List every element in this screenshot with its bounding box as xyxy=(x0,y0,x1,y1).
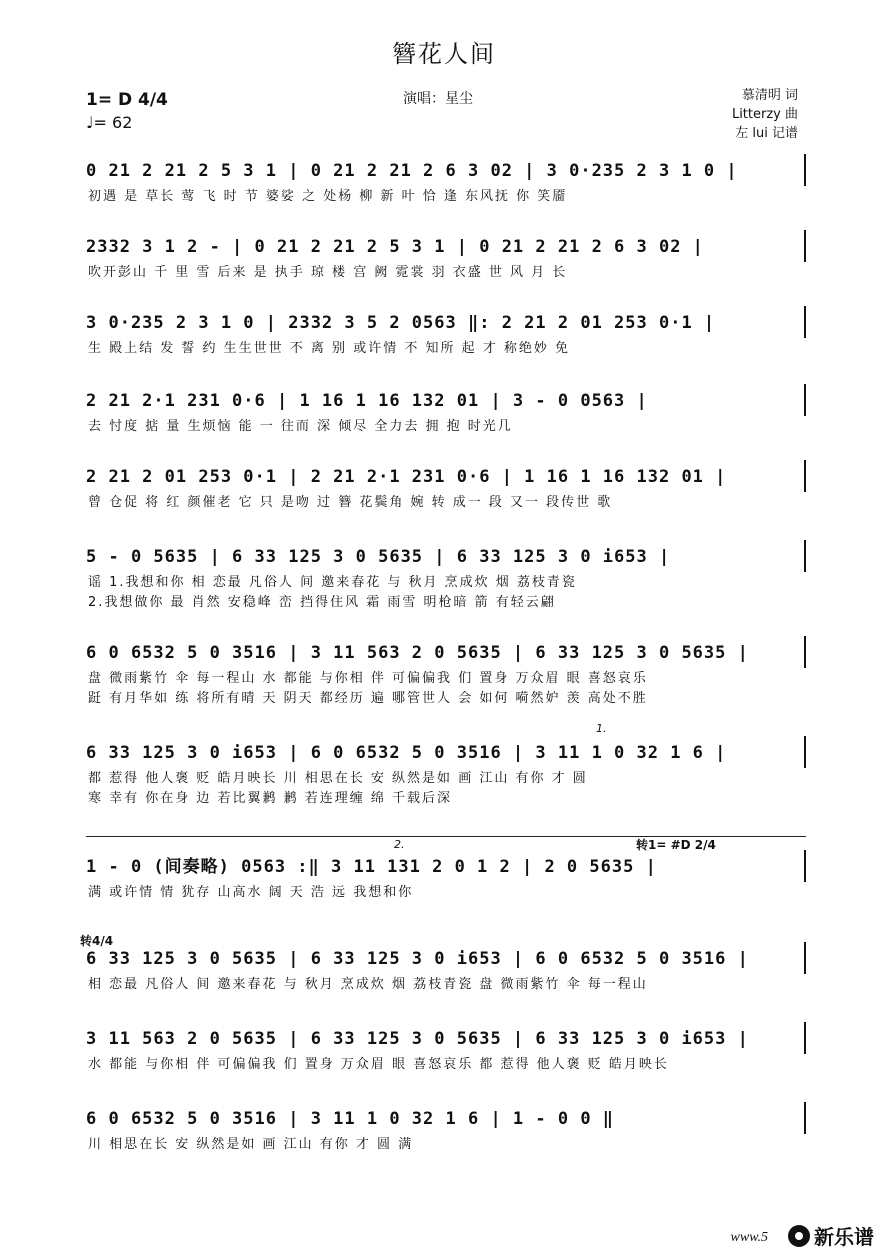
composer-credit: Litterzy 曲 xyxy=(731,107,798,122)
footer-url: www.5 xyxy=(730,1230,768,1245)
notation-line: 3 11 563 2 0 5635 | 6 33 125 3 0 5635 | 6 33 125 3 0 i653 | xyxy=(86,1029,749,1049)
volta-2-label: 2. xyxy=(394,838,405,851)
lyric-line: 去 忖度 掂 量 生烦恼 能 一 往而 深 倾尽 全力去 拥 抱 时光几 xyxy=(88,419,513,434)
notation-line: 3 0·235 2 3 1 0 | 2332 3 5 2 0563 ‖: 2 21 2 01 253 0·1 | xyxy=(86,313,716,333)
lyric-line: 2.我想做你 最 肖然 安稳峰 峦 挡得住风 霜 雨雪 明枪暗 箭 有轻云翩 xyxy=(88,595,556,610)
barline xyxy=(804,1102,806,1134)
modulation-mark-2: 转4/4 xyxy=(80,934,114,948)
notation-line: 2 21 2 01 253 0·1 | 2 21 2·1 231 0·6 | 1 16 1 16 132 01 | xyxy=(86,467,727,487)
lyric-line: 相 恋最 凡俗人 间 邀来春花 与 秋月 烹成炊 烟 荔枝青瓷 盘 微雨紫竹 伞 每一程山 xyxy=(88,977,648,992)
barline xyxy=(804,736,806,768)
barline xyxy=(804,154,806,186)
lyric-line: 吹开彭山 千 里 雪 后来 是 执手 琼 楼 宫 阙 霓裳 羽 衣盛 世 风 月 长 xyxy=(88,265,568,280)
barline xyxy=(804,942,806,974)
notation-line: 2 21 2·1 231 0·6 | 1 16 1 16 132 01 | 3 - 0 0563 | xyxy=(86,391,648,411)
lyric-line: 都 惹得 他人褒 贬 皓月映长 川 相思在长 安 纵然是如 画 江山 有你 才 圆 xyxy=(88,771,588,786)
song-title: 簪花人间 xyxy=(392,40,496,68)
notation-line: 1 - 0 (间奏略) 0563 :‖ 3 11 131 2 0 1 2 | 2 0 5635 | xyxy=(86,857,657,877)
site-logo xyxy=(788,1221,874,1250)
lyric-line: 跹 有月华如 练 将所有晴 天 阴天 都经历 遍 哪管世人 会 如何 嗬然妒 羡 高处不胜 xyxy=(88,691,648,706)
barline xyxy=(804,384,806,416)
modulation-mark-1: 转1= #D 2/4 xyxy=(636,838,716,852)
barline xyxy=(804,460,806,492)
singer-credit: 演唱：星尘 xyxy=(403,91,473,107)
lyric-line: 水 都能 与你相 伴 可偏偏我 们 置身 万众眉 眼 喜怒哀乐 都 惹得 他人褒 贬 皓月映长 xyxy=(88,1057,669,1072)
disc-icon xyxy=(788,1225,810,1247)
key-signature: 1= D 4/4 xyxy=(86,90,168,110)
barline xyxy=(804,1022,806,1054)
notation-line: 2332 3 1 2 - | 0 21 2 21 2 5 3 1 | 0 21 2 21 2 6 3 02 | xyxy=(86,237,704,257)
lyric-line: 生 殿上结 发 誓 约 生生世世 不 离 别 或许情 不 知所 起 才 称绝妙 免 xyxy=(88,341,570,356)
tempo-marking: ♩= 62 xyxy=(86,113,133,132)
volta-1-label: 1. xyxy=(596,722,607,735)
lyric-line: 川 相思在长 安 纵然是如 画 江山 有你 才 圆 满 xyxy=(88,1137,414,1152)
notation-line: 6 0 6532 5 0 3516 | 3 11 1 0 32 1 6 | 1 - 0 0 ‖ xyxy=(86,1109,615,1129)
notation-line: 5 - 0 5635 | 6 33 125 3 0 5635 | 6 33 125 3 0 i653 | xyxy=(86,547,671,567)
lyric-line: 满 或许情 情 犹存 山高水 阔 天 浩 远 我想和你 xyxy=(88,885,414,900)
lyric-line: 盘 微雨紫竹 伞 每一程山 水 都能 与你相 伴 可偏偏我 们 置身 万众眉 眼 喜怒哀乐 xyxy=(88,671,648,686)
lyric-line: 寒 幸有 你在身 边 若比翼鹣 鹣 若连理缠 绵 千载后深 xyxy=(88,791,453,806)
lyricist-credit: 慕清明 词 xyxy=(741,88,798,103)
notation-line: 6 33 125 3 0 5635 | 6 33 125 3 0 i653 | 6 0 6532 5 0 3516 | xyxy=(86,949,749,969)
lyric-line: 初遇 是 草长 莺 飞 时 节 婆娑 之 处杨 柳 新 叶 恰 逢 东风抚 你 笑靥 xyxy=(88,189,568,204)
notation-line: 0 21 2 21 2 5 3 1 | 0 21 2 21 2 6 3 02 | 3 0·235 2 3 1 0 | xyxy=(86,161,738,181)
barline xyxy=(804,850,806,882)
barline xyxy=(804,306,806,338)
notation-line: 6 0 6532 5 0 3516 | 3 11 563 2 0 5635 | 6 33 125 3 0 5635 | xyxy=(86,643,749,663)
transcriber-credit: 左 lui 记谱 xyxy=(735,126,798,141)
barline xyxy=(804,230,806,262)
notation-line: 6 33 125 3 0 i653 | 6 0 6532 5 0 3516 | 3 11 1 0 32 1 6 | xyxy=(86,743,727,763)
logo-text: 新乐谱 xyxy=(814,1225,874,1249)
barline xyxy=(804,540,806,572)
lyric-line: 曾 仓促 将 红 颜催老 它 只 是吻 过 簪 花鬓角 婉 转 成一 段 又一 段传世 歌 xyxy=(88,495,613,510)
barline xyxy=(804,636,806,668)
lyric-line: 谣 1.我想和你 相 恋最 凡俗人 间 邀来春花 与 秋月 烹成炊 烟 荔枝青瓷 xyxy=(88,575,577,590)
